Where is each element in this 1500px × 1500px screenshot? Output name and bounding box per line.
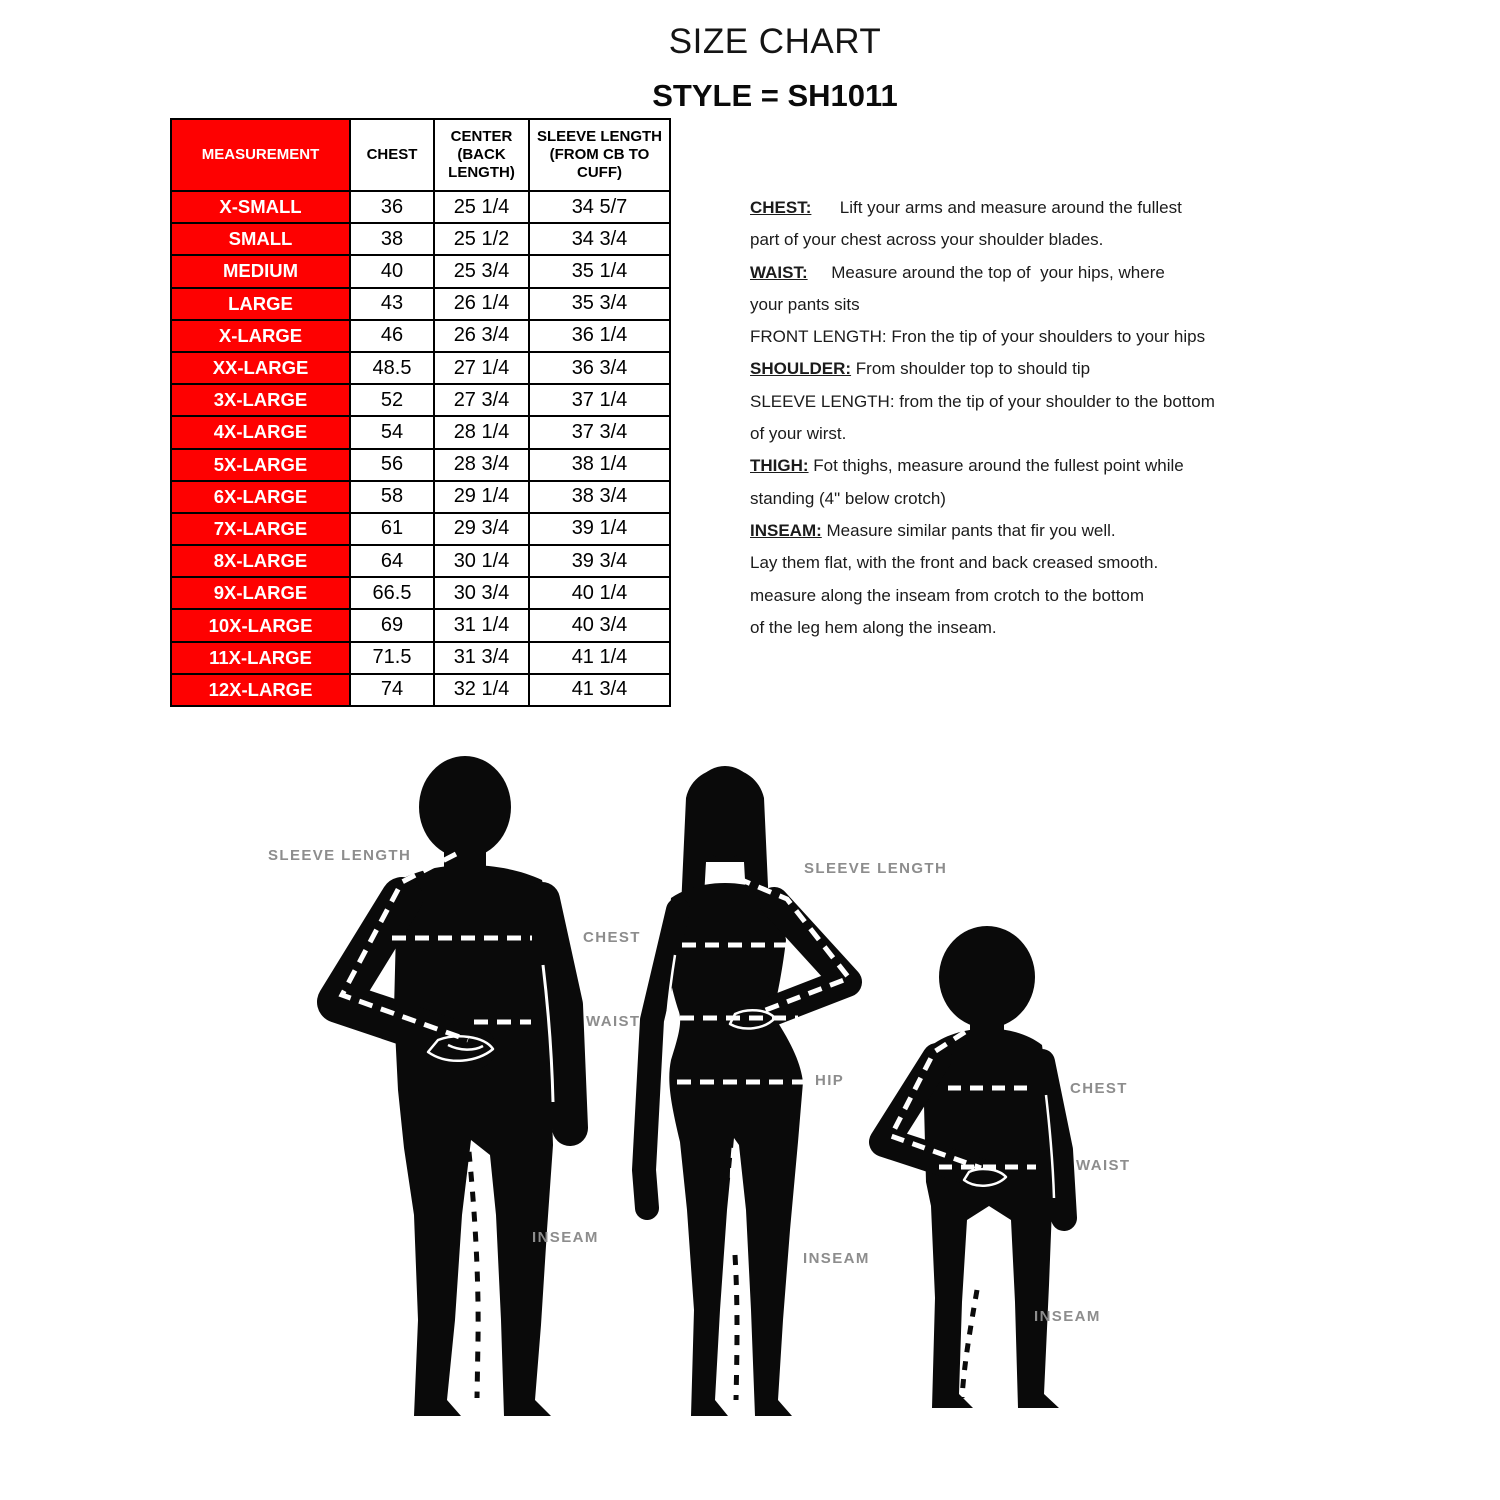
instruction-text: Lift your arms and measure around the fullest [811, 198, 1182, 217]
instruction-text: From shoulder top to should tip [851, 359, 1091, 379]
instruction-text: your pants sits [750, 294, 860, 314]
child-chest-label: CHEST [1070, 1080, 1128, 1097]
sleeve-cell: 40 1/4 [529, 577, 670, 609]
instruction-line [750, 515, 1220, 547]
table-row [171, 352, 670, 384]
table-row [171, 674, 670, 706]
size-cell: 12X-LARGE [171, 674, 350, 706]
man-chest-label: CHEST [583, 929, 641, 946]
instruction-line [750, 257, 1220, 289]
size-cell: 4X-LARGE [171, 416, 350, 448]
center-back-cell: 29 1/4 [434, 481, 529, 513]
instruction-text: Lay them flat, with the front and back creased smooth. [750, 553, 1159, 573]
table-row [171, 545, 670, 577]
chest-cell: 74 [350, 674, 434, 706]
size-cell: MEDIUM [171, 255, 350, 287]
instruction-text: standing (4" below crotch) [750, 488, 946, 508]
chest-cell: 38 [350, 223, 434, 255]
instruction-line [750, 224, 1220, 256]
instruction-text: SLEEVE LENGTH: from the tip of your shoulder to the bottom [750, 391, 1215, 411]
instruction-line [750, 612, 1220, 644]
size-cell: 3X-LARGE [171, 384, 350, 416]
sleeve-cell: 36 3/4 [529, 352, 670, 384]
size-cell: 5X-LARGE [171, 449, 350, 481]
man-sleeve-length-label: SLEEVE LENGTH [268, 847, 412, 864]
table-row [171, 255, 670, 287]
sleeve-cell: 41 3/4 [529, 674, 670, 706]
center-back-cell: 27 3/4 [434, 384, 529, 416]
header-measurement: MEASUREMENT [171, 119, 350, 191]
man-waist-label: WAIST [586, 1013, 641, 1030]
sleeve-cell: 37 1/4 [529, 384, 670, 416]
size-cell: 7X-LARGE [171, 513, 350, 545]
size-cell: X-LARGE [171, 320, 350, 352]
woman-inseam-line-upper [732, 1148, 735, 1250]
sleeve-cell: 39 3/4 [529, 545, 670, 577]
instruction-line [750, 547, 1220, 579]
instruction-text: of your wirst. [750, 424, 847, 444]
center-back-cell: 25 3/4 [434, 255, 529, 287]
center-back-cell: 31 3/4 [434, 642, 529, 674]
instruction-term: INSEAM: [750, 520, 822, 540]
chest-cell: 61 [350, 513, 434, 545]
sleeve-cell: 35 1/4 [529, 255, 670, 287]
chest-cell: 36 [350, 191, 434, 223]
instruction-term: THIGH: [750, 456, 809, 476]
instruction-line [750, 483, 1220, 515]
instruction-term: CHEST: [750, 198, 812, 217]
center-back-cell: 28 1/4 [434, 416, 529, 448]
size-cell: 9X-LARGE [171, 577, 350, 609]
child-inseam-line-upper [977, 1212, 988, 1285]
center-back-cell: 30 3/4 [434, 577, 529, 609]
center-back-cell: 30 1/4 [434, 545, 529, 577]
table-row [171, 320, 670, 352]
chest-cell: 64 [350, 545, 434, 577]
sleeve-cell: 38 3/4 [529, 481, 670, 513]
chest-cell: 40 [350, 255, 434, 287]
sleeve-cell: 38 1/4 [529, 449, 670, 481]
sleeve-cell: 41 1/4 [529, 642, 670, 674]
instruction-line [750, 192, 1220, 224]
woman-inseam-label: INSEAM [803, 1250, 870, 1267]
chest-cell: 54 [350, 416, 434, 448]
woman-sleeve-length-label: SLEEVE LENGTH [804, 860, 948, 877]
instruction-term: WAIST: [750, 262, 808, 282]
chest-cell: 56 [350, 449, 434, 481]
table-row [171, 642, 670, 674]
sleeve-cell: 35 3/4 [529, 288, 670, 320]
instruction-line [750, 418, 1220, 450]
style-number: STYLE = SH1011 [652, 78, 898, 113]
size-cell: 10X-LARGE [171, 609, 350, 641]
chest-cell: 69 [350, 609, 434, 641]
center-back-cell: 32 1/4 [434, 674, 529, 706]
size-cell: LARGE [171, 288, 350, 320]
woman-inseam-line-lower [735, 1255, 737, 1400]
measuring-instructions [750, 192, 1220, 644]
man-inseam-label: INSEAM [532, 1229, 599, 1246]
instruction-text: FRONT LENGTH: Fron the tip of your shoulders to your hips [750, 327, 1206, 347]
instruction-line [750, 386, 1220, 418]
table-row [171, 416, 670, 448]
instruction-term: SHOULDER: [750, 359, 852, 379]
instruction-line [750, 450, 1220, 482]
chest-cell: 48.5 [350, 352, 434, 384]
instruction-line [750, 289, 1220, 321]
center-back-cell: 28 3/4 [434, 449, 529, 481]
instruction-line [750, 580, 1220, 612]
instruction-text: Measure around the top of your hips, where [807, 262, 1165, 282]
size-cell: XX-LARGE [171, 352, 350, 384]
child-inseam-line-lower [962, 1290, 977, 1398]
chest-cell: 58 [350, 481, 434, 513]
instruction-text: part of your chest across your shoulder blades. [750, 230, 1104, 250]
chest-cell: 52 [350, 384, 434, 416]
size-cell: 8X-LARGE [171, 545, 350, 577]
chest-cell: 46 [350, 320, 434, 352]
table-row [171, 384, 670, 416]
page-title: SIZE CHART [668, 22, 882, 61]
sleeve-cell: 40 3/4 [529, 609, 670, 641]
chest-cell: 66.5 [350, 577, 434, 609]
sleeve-cell: 36 1/4 [529, 320, 670, 352]
chest-cell: 43 [350, 288, 434, 320]
table-row [171, 449, 670, 481]
table-row [171, 481, 670, 513]
instruction-text: measure along the inseam from crotch to the bottom [750, 585, 1145, 605]
instruction-text: of the leg hem along the inseam. [750, 617, 997, 637]
sleeve-cell: 34 3/4 [529, 223, 670, 255]
instruction-line [750, 353, 1220, 385]
center-back-cell: 26 3/4 [434, 320, 529, 352]
table-row [171, 288, 670, 320]
table-row [171, 609, 670, 641]
instruction-text: Fot thighs, measure around the fullest point while [808, 456, 1184, 476]
table-row [171, 513, 670, 545]
center-back-cell: 26 1/4 [434, 288, 529, 320]
header-chest: CHEST [350, 119, 434, 191]
header-center-back: CENTER (BACK LENGTH) [434, 119, 529, 191]
size-table [170, 118, 671, 707]
child-inseam-label: INSEAM [1034, 1308, 1101, 1325]
sleeve-cell: 34 5/7 [529, 191, 670, 223]
table-row [171, 577, 670, 609]
table-row [171, 223, 670, 255]
instruction-text: Measure similar pants that fir you well. [821, 520, 1116, 540]
chest-cell: 71.5 [350, 642, 434, 674]
size-cell: 6X-LARGE [171, 481, 350, 513]
table-row [171, 191, 670, 223]
center-back-cell: 27 1/4 [434, 352, 529, 384]
size-cell: X-SMALL [171, 191, 350, 223]
sleeve-cell: 39 1/4 [529, 513, 670, 545]
size-cell: 11X-LARGE [171, 642, 350, 674]
instruction-line [750, 321, 1220, 353]
size-cell: SMALL [171, 223, 350, 255]
child-silhouette [884, 926, 1064, 1408]
center-back-cell: 31 1/4 [434, 609, 529, 641]
man-inseam-line [467, 1132, 478, 1398]
center-back-cell: 25 1/2 [434, 223, 529, 255]
header-sleeve: SLEEVE LENGTH (FROM CB TO CUFF) [529, 119, 670, 191]
sleeve-cell: 37 3/4 [529, 416, 670, 448]
center-back-cell: 25 1/4 [434, 191, 529, 223]
table-header-row [171, 119, 670, 191]
child-waist-label: WAIST [1076, 1157, 1131, 1174]
woman-hip-label: HIP [815, 1072, 845, 1089]
center-back-cell: 29 3/4 [434, 513, 529, 545]
man-body [394, 865, 553, 1416]
